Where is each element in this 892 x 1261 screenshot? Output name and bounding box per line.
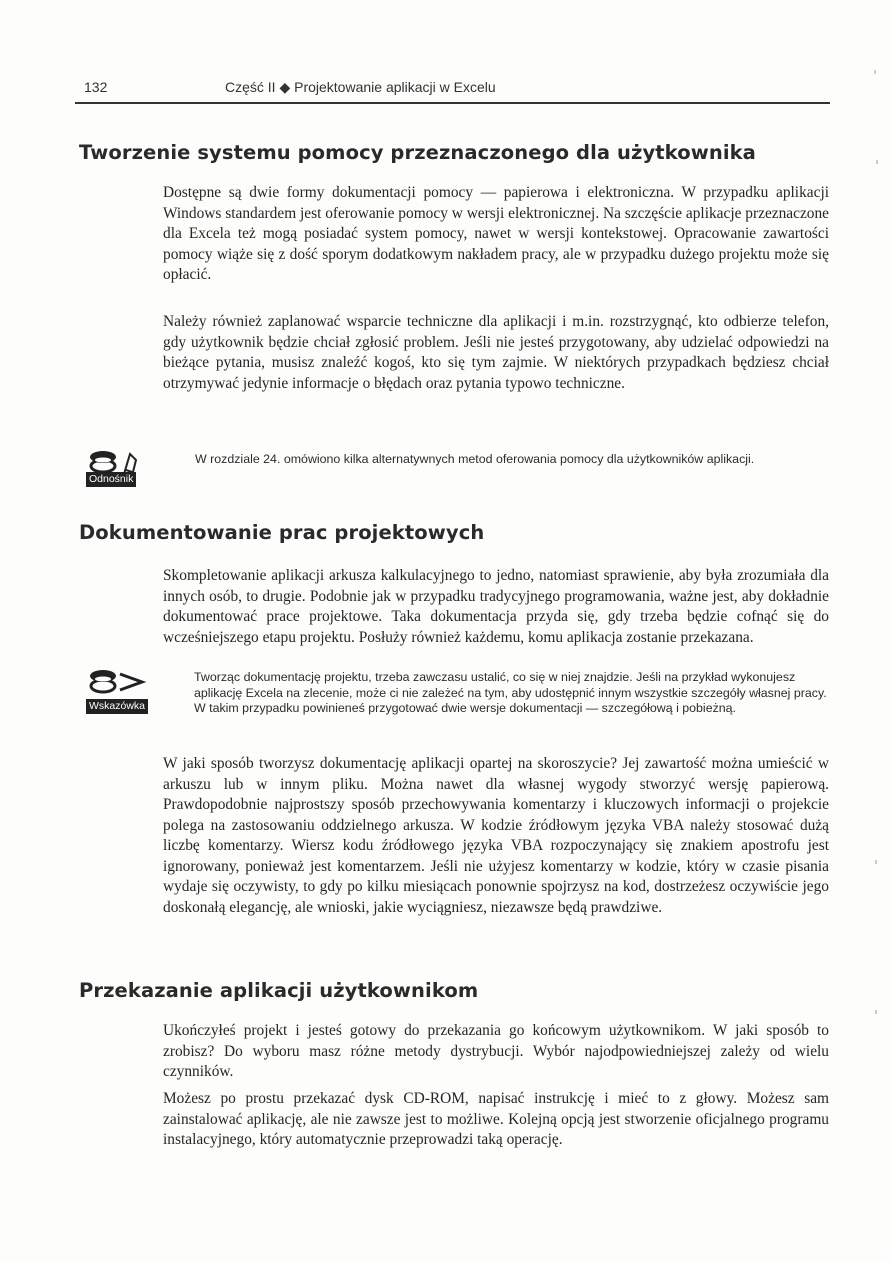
scan-mark	[874, 70, 876, 74]
running-header	[75, 76, 830, 104]
body-paragraph: Skompletowanie aplikacji arkusza kalkulacyjnego to jedno, natomiast sprawienie, aby była zrozumiała dla innych osób, to drugie. Podobnie jak w przypadku tradycyjnego programowania, ważne jest, aby dokładnie dokumentować prace projektowe. Taka dokumentacja przyda się, gdy trzeba będzie cofnąć się do wcześniejszego etapu projektu. Posłuży również każdemu, komu aplikacja zostanie przekazana.	[163, 567, 829, 646]
note-label: Odnośnik	[86, 472, 136, 487]
tip-icon	[86, 668, 156, 702]
section-heading: Dokumentowanie prac projektowych	[79, 521, 485, 544]
scan-mark	[876, 160, 878, 164]
running-title: Część II ◆ Projektowanie aplikacji w Excelu	[225, 79, 496, 95]
section-heading: Tworzenie systemu pomocy przeznaczonego dla użytkownika	[79, 141, 756, 164]
scan-mark	[875, 1010, 877, 1014]
body-paragraph: Dostępne są dwie formy dokumentacji pomocy — papierowa i elektroniczna. W przypadku aplikacji Windows standardem jest oferowanie pomocy w wersji elektronicznej. Na szczęście aplikacje przeznaczone dla Excela też mogą posiadać system pomocy, nawet w wersji kontekstowej. Opracowanie zawartości pomocy wiąże się z dość sporym dodatkowym nakładem pracy, ale w przypadku dużego projektu może się opłacić.	[163, 184, 830, 283]
scan-mark	[875, 860, 877, 864]
body-paragraph: Możesz po prostu przekazać dysk CD-ROM, napisać instrukcję i mieć to z głowy. Możesz sam zainstalować aplikację, ale nie zawsze jest to możliwe. Kolejną opcją jest stworzenie oficjalnego programu instalacyjnego, który automatycznie przeprowadzi taką operację.	[163, 1090, 829, 1148]
note-label: Wskazówka	[86, 699, 148, 714]
note-text: W rozdziale 24. omówiono kilka alternatywnych metod oferowania pomocy dla użytkowników aplikacji.	[195, 452, 755, 466]
body-paragraph: Ukończyłeś projekt i jesteś gotowy do przekazania go końcowym użytkownikom. W jaki sposób to zrobisz? Do wyboru masz różne metody dystrybucji. Wybór najodpowiedniejszej zależy od wielu czynników.	[163, 1022, 829, 1080]
body-paragraph: Należy również zaplanować wsparcie techniczne dla aplikacji i m.in. rozstrzygnąć, kto odbierze telefon, gdy użytkownik będzie chciał zgłosić problem. Jeśli nie jesteś przygotowany, aby udzielać odpowiedzi na bieżące pytania, musisz znaleźć kogoś, kto się tym zajmie. W niektórych przypadkach będziesz chciał otrzymywać jedynie informacje o błędach oraz pytania typowo techniczne.	[163, 313, 829, 392]
note-text: Tworząc dokumentację projektu, trzeba zawczasu ustalić, co się w niej znajdzie. Jeśli na przykład wykonujesz aplikację Excela na zlecenie, może ci nie zależeć na tym, aby udostępnić innym wszystkie szczegóły własnej pracy. W takim przypadku powinieneś przygotować dwie wersje dokumentacji — szczegółową i pobieżną.	[194, 670, 827, 716]
page-number: 132	[84, 79, 108, 95]
body-paragraph: W jaki sposób tworzysz dokumentację aplikacji opartej na skoroszycie? Jej zawartość można umieścić w arkuszu lub w innym pliku. Można nawet dla własnej wygody stworzyć wersję papierową. Prawdopodobnie najprostszy sposób przechowywania komentarzy i kluczowych informacji o projekcie polega na zastosowaniu oddzielnego arkusza. W kodzie źródłowym języka VBA należy stosować dużą liczbę komentarzy. Wiersz kodu źródłowego języka VBA rozpoczynający się znakiem apostrofu jest ignorowany, ponieważ jest komentarzem. Jeśli nie użyjesz komentarzy w kodzie, który w czasie pisania wydaje się oczywisty, to gdy po kilku miesiącach ponownie spojrzysz na kod, dostrzeżesz oczywiście jego doskonałą elegancję, ale wnioski, jakie wyciągniesz, niezawsze będą prawdziwe.	[163, 755, 829, 916]
section-heading: Przekazanie aplikacji użytkownikom	[79, 979, 479, 1002]
